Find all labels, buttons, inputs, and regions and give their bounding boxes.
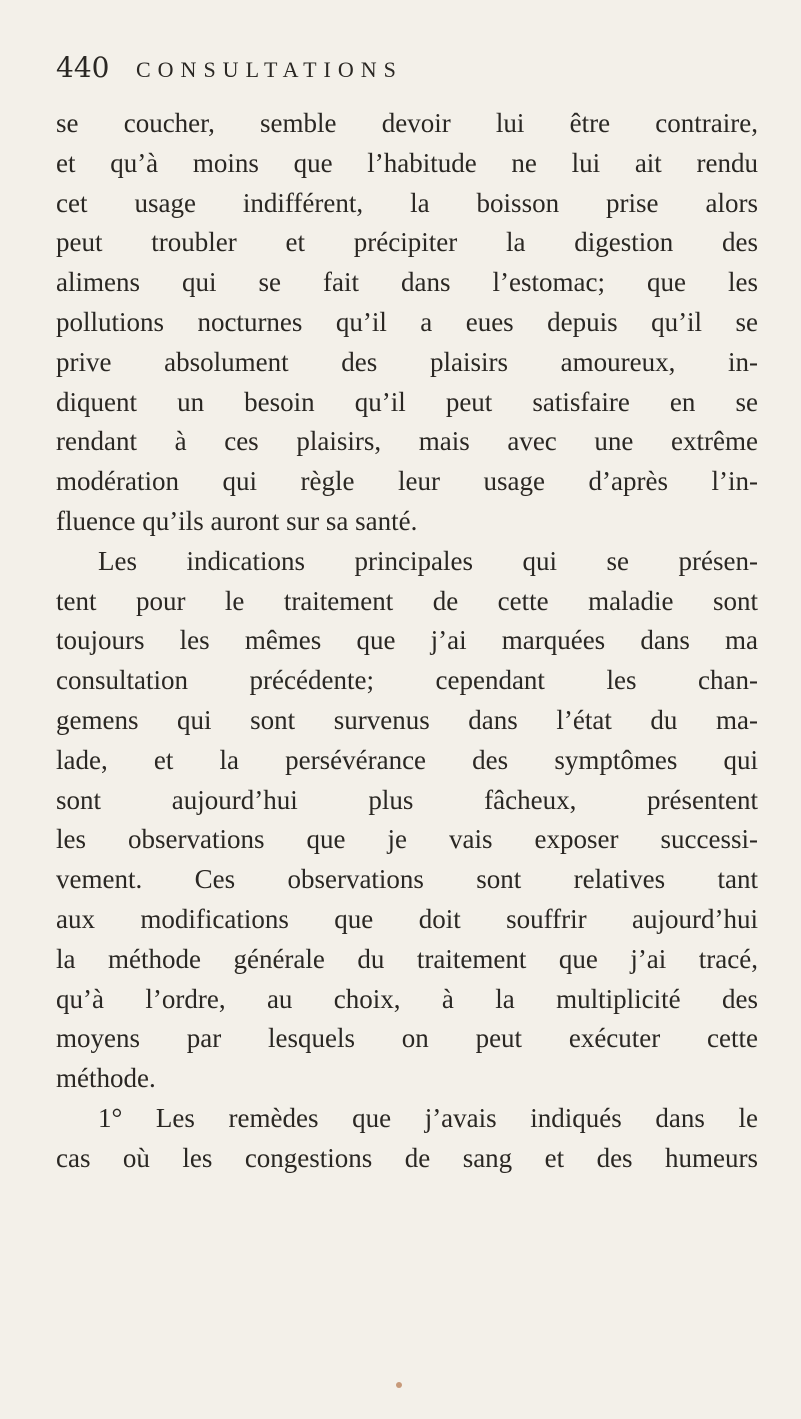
text-line: lade, et la persévérance des symptômes qui (56, 744, 758, 775)
body-text (56, 104, 758, 1179)
text-line: diquent un besoin qu’il peut satisfaire en se (56, 386, 758, 417)
text-line: aux modifications que doit souffrir aujourd’hui (56, 903, 758, 934)
text-line: méthode. (56, 1063, 156, 1094)
ink-spot (396, 1382, 402, 1388)
text-line: alimens qui se fait dans l’estomac; que les (56, 267, 758, 298)
text-line: gemens qui sont survenus dans l’état du ma- (56, 704, 758, 735)
text-line: peut troubler et précipiter la digestion des (56, 227, 758, 258)
text-line: cet usage indifférent, la boisson prise alors (56, 187, 758, 218)
text-line: se coucher, semble devoir lui être contraire, (56, 108, 758, 138)
text-line: modération qui règle leur usage d’après l’in- (56, 466, 758, 497)
text-line: vement. Ces observations sont relatives tant (56, 864, 758, 895)
running-title: CONSULTATIONS (136, 57, 403, 82)
text-line: sont aujourd’hui plus fâcheux, présentent (56, 784, 758, 815)
text-line: pollutions nocturnes qu’il a eues depuis qu’il se (56, 306, 758, 337)
text-line: qu’à l’ordre, au choix, à la multiplicité des (56, 983, 758, 1014)
text-line: consultation précédente; cependant les chan- (56, 665, 758, 696)
paragraph-start-line: Les indications principales qui se présen- (98, 545, 758, 576)
text-line: fluence qu’ils auront sur sa santé. (56, 505, 418, 536)
page-number: 440 (56, 51, 110, 84)
text-line: toujours les mêmes que j’ai marquées dans ma (56, 625, 758, 656)
paragraph-start-line: 1° Les remèdes que j’avais indiqués dans le (98, 1102, 758, 1133)
text-line: prive absolument des plaisirs amoureux, in- (56, 346, 758, 377)
text-line: et qu’à moins que l’habitude ne lui ait rendu (56, 147, 758, 178)
text-line: les observations que je vais exposer successi- (56, 824, 758, 855)
text-line: cas où les congestions de sang et des humeurs (56, 1142, 758, 1173)
text-line: tent pour le traitement de cette maladie sont (56, 585, 758, 616)
text-line: moyens par lesquels on peut exécuter cette (56, 1023, 758, 1054)
text-line: rendant à ces plaisirs, mais avec une extrême (56, 426, 758, 457)
text-line: la méthode générale du traitement que j’ai tracé, (56, 943, 758, 974)
page-header (56, 48, 756, 88)
